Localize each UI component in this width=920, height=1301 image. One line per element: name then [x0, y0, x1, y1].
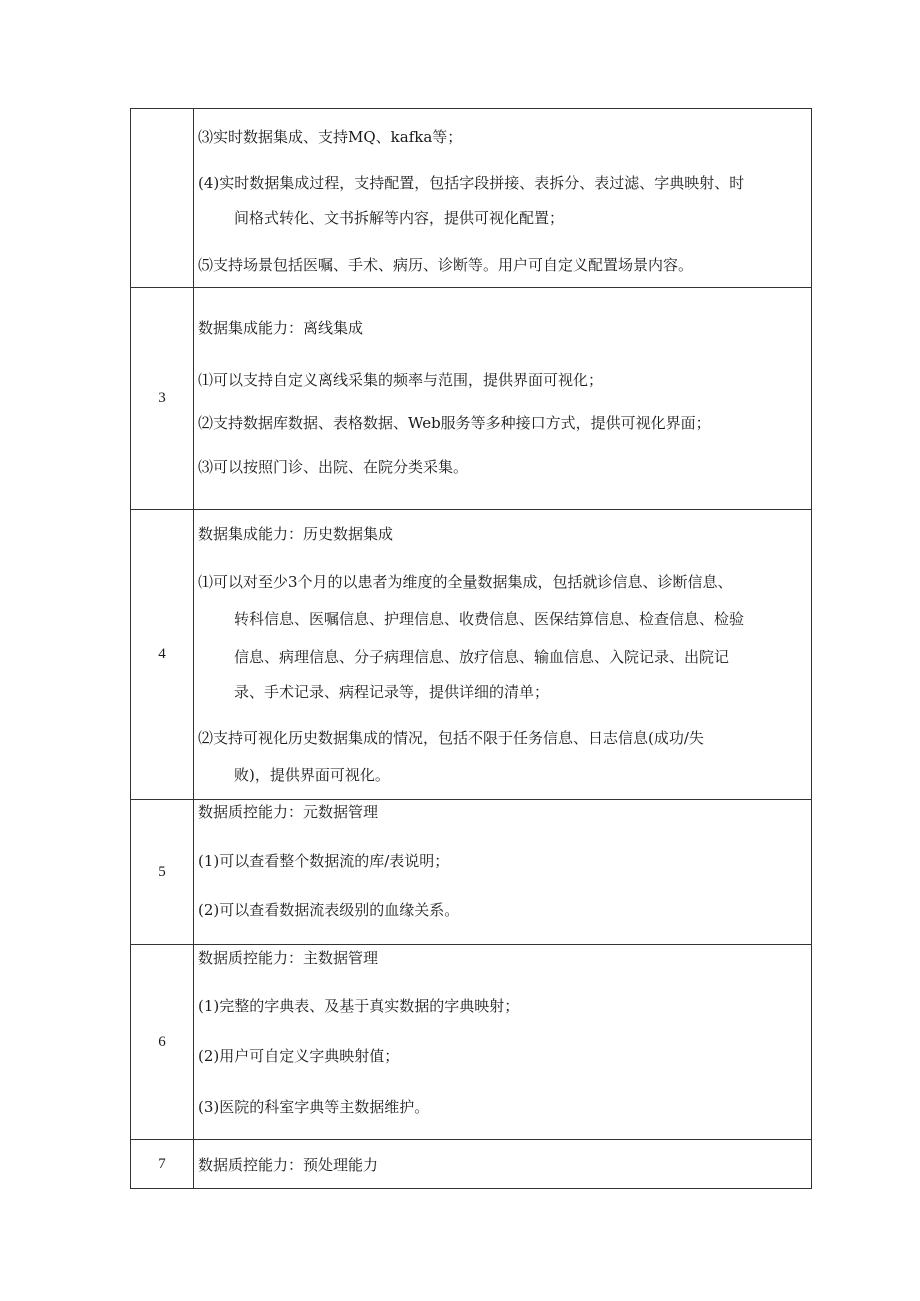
row-content: [194, 1140, 811, 1188]
row-title: 数据集成能力：离线集成: [198, 319, 364, 337]
row-content: [194, 800, 811, 944]
row-line: (1)完整的字典表、及基于真实数据的字典映射；: [198, 997, 520, 1015]
row-line: ⑴可以支持自定义离线采集的频率与范围，提供界面可视化；: [198, 371, 604, 389]
row-line: (1)可以查看整个数据流的库/表说明；: [198, 852, 450, 870]
row-line: (3)医院的科室字典等主数据维护。: [198, 1098, 430, 1116]
row-line: (2)可以查看数据流表级别的血缘关系。: [198, 901, 460, 919]
row-content: [194, 510, 811, 799]
table-row: [131, 288, 811, 510]
row-line: 信息、病理信息、分子病理信息、放疗信息、输血信息、入院记录、出院记: [234, 648, 730, 666]
row-title: 数据集成能力：历史数据集成: [198, 525, 394, 543]
row-number: 7: [131, 1140, 194, 1188]
row-number: 6: [131, 945, 194, 1139]
row-line: ⑴可以对至少3个月的以患者为维度的全量数据集成，包括就诊信息、诊断信息、: [198, 573, 733, 591]
row-number: [131, 109, 194, 287]
row-line: ⑵支持数据库数据、表格数据、Web服务等多种接口方式，提供可视化界面；: [198, 414, 711, 432]
row-line: 败)，提供界面可视化。: [234, 766, 390, 784]
row-line: ⑶可以按照门诊、出院、在院分类采集。: [198, 458, 469, 476]
row-number: 4: [131, 510, 194, 799]
row-title: 数据质控能力：预处理能力: [198, 1156, 379, 1174]
row-line: 间格式转化、文书拆解等内容，提供可视化配置；: [234, 209, 565, 227]
row-title: 数据质控能力：主数据管理: [198, 949, 379, 967]
row-content: [194, 288, 811, 509]
row-number: 5: [131, 800, 194, 944]
table-row: [131, 510, 811, 800]
row-line: 录、手术记录、病程记录等，提供详细的清单；: [234, 683, 550, 701]
row-line: ⑶实时数据集成、支持MQ、kafka等；: [198, 128, 463, 146]
table-row: [131, 945, 811, 1140]
row-title: 数据质控能力：元数据管理: [198, 803, 379, 821]
row-content: [194, 109, 811, 287]
row-line: ⑵支持可视化历史数据集成的情况，包括不限于任务信息、日志信息(成功/失: [198, 729, 704, 747]
requirements-table: [130, 108, 812, 1189]
row-line: (2)用户可自定义字典映射值；: [198, 1047, 400, 1065]
table-row: [131, 1140, 811, 1188]
table-row: [131, 800, 811, 945]
row-line: (4)实时数据集成过程，支持配置，包括字段拼接、表拆分、表过滤、字典映射、时: [198, 174, 745, 192]
row-number: 3: [131, 288, 194, 509]
table-row: [131, 109, 811, 288]
row-line: ⑸支持场景包括医嘱、手术、病历、诊断等。用户可自定义配置场景内容。: [198, 256, 694, 274]
row-content: [194, 945, 811, 1139]
row-line: 转科信息、医嘱信息、护理信息、收费信息、医保结算信息、检查信息、检验: [234, 610, 745, 628]
